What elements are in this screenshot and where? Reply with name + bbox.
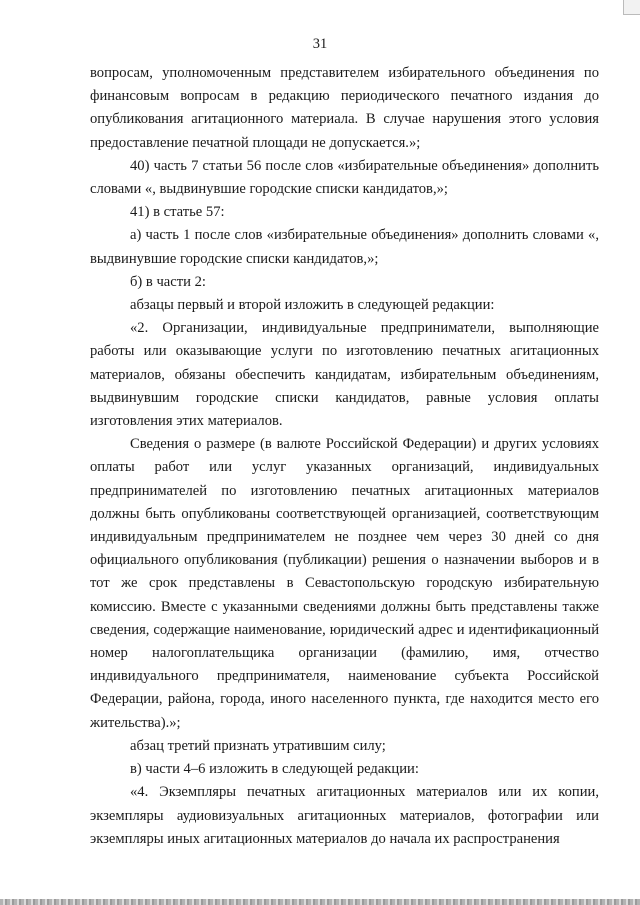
paragraph-item-40: 40) часть 7 статьи 56 после слов «избирательные объединения» дополнить словами «, выдвинувшие городские списки кандидатов,»;	[90, 157, 599, 198]
paragraph-abzac-tretiy: абзац третий признать утратившим силу;	[130, 737, 386, 754]
paragraph-subitem-a: а) часть 1 после слов «избирательные объединения» дополнить словами «, выдвинувшие городские списки кандидатов,»;	[90, 227, 599, 267]
paragraph-abzacy: абзацы первый и второй изложить в следующей редакции:	[130, 297, 495, 314]
paragraph-svedeniya: Сведения о размере (в валюте Российской Федерации) и других условиях оплаты работ или услуг указанных организаций, индивидуальных предпринимателей по изготовлению печатных агитационных материалов должны быть опубликованы соответствующей организацией, соответствующим индивидуальным предпринимателем не позднее чем через 30 дней со дня официального опубликования (публикации) решения о назначении выборов и в тот же срок представлены в Севастопольскую городскую избирательную комиссию. Вместе с указанными сведениями должны быть представлены также сведения, содержащие наименование, юридический адрес и идентификационный номер налогоплательщика организации (фамилию, имя, отчество индивидуального предпринимателя, наименование субъекта Российской Федерации, района, города, иного населенного пункта, где находится место его жительства).»;	[90, 436, 599, 731]
paragraph-quote-4: «4. Экземпляры печатных агитационных материалов или их копии, экземпляры аудиовизуальных агитационных материалов, фотографии или экземпляры иных агитационных материалов до начала их распространения	[90, 784, 599, 847]
paragraph-subitem-b: б) в части 2:	[130, 273, 206, 290]
paragraph-item-41: 41) в статье 57:	[130, 204, 225, 221]
paragraph-continuation: вопросам, уполномоченным представителем избирательного объединения по финансовым вопросам в редакцию периодического печатного издания до опубликования агитационного материала. В случае нарушения этого условия предоставление печатной площади не допускается.»;	[90, 65, 599, 151]
document-body	[90, 62, 599, 851]
page-number: 31	[312, 36, 328, 52]
paragraph-subitem-v: в) части 4–6 изложить в следующей редакции:	[130, 761, 419, 778]
scan-corner-mark	[623, 0, 640, 15]
scan-bottom-edge	[0, 899, 640, 905]
paragraph-quote-2: «2. Организации, индивидуальные предприниматели, выполняющие работы или оказывающие услуги по изготовлению печатных агитационных материалов, обязаны обеспечить кандидатам, избирательным объединениям, выдвинувшим городские списки кандидатов, равные условия оплаты изготовления этих материалов.	[90, 320, 599, 430]
